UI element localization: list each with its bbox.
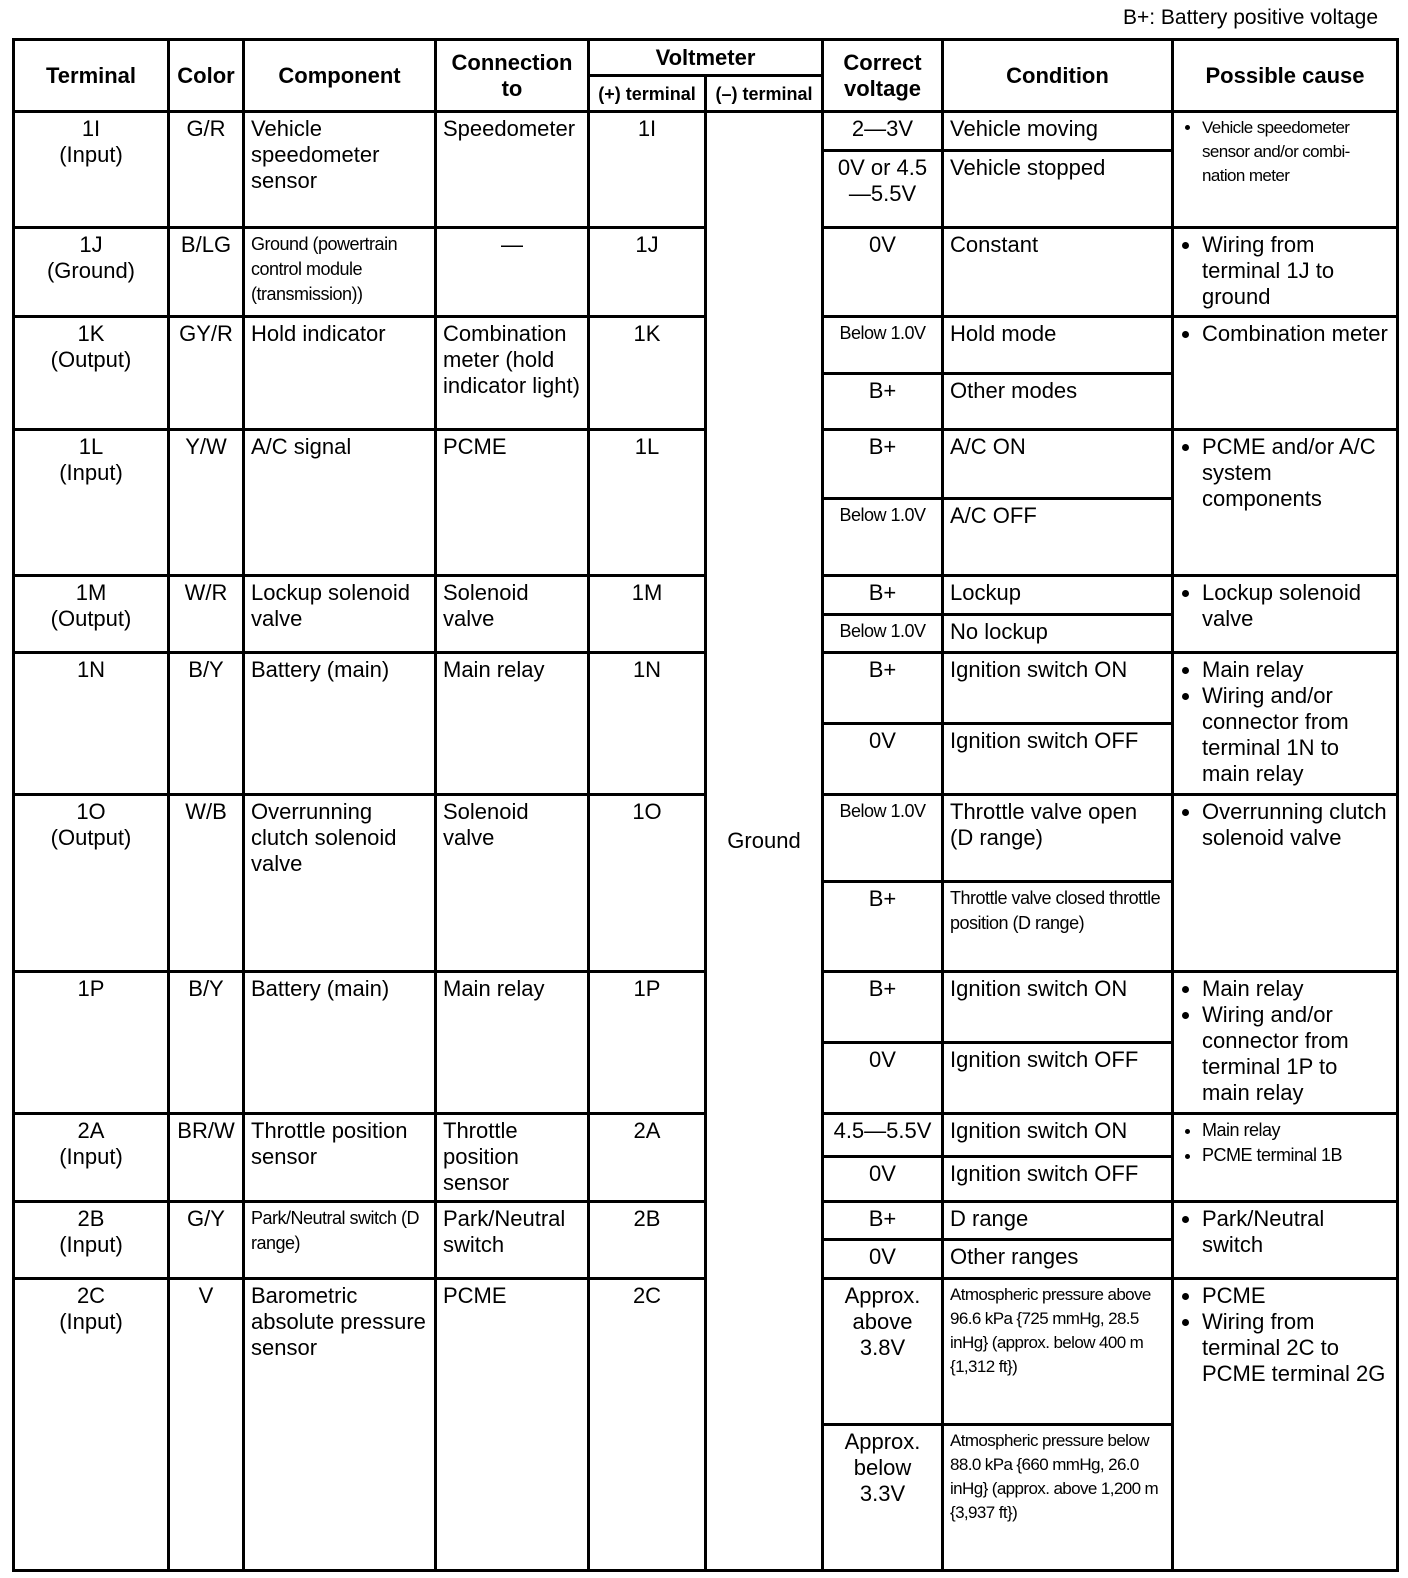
table-cell-cause — [1173, 653, 1398, 795]
table-cell-cause — [1173, 576, 1398, 653]
table-cell-voltage: Below 1.0V — [823, 499, 943, 576]
table-cell-plus: 2C — [589, 1278, 706, 1570]
table-cell-plus: 1O — [589, 795, 706, 971]
table-cell-component: Overrunning clutch solenoid valve — [244, 795, 436, 971]
table-cell-color: B/Y — [169, 971, 244, 1113]
table-cell-color: W/R — [169, 576, 244, 653]
table-cell-condition: Other modes — [943, 373, 1173, 430]
table-cell-terminal: 2C (Input) — [14, 1278, 169, 1570]
table-cell-voltage: B+ — [823, 373, 943, 430]
table-cell-ground: Ground — [706, 112, 823, 1571]
table-cell-condition: Ignition switch ON — [943, 653, 1173, 724]
header-plus-terminal: (+) terminal — [589, 76, 706, 112]
table-cell-color: V — [169, 1278, 244, 1570]
table-cell-condition: Vehicle moving — [943, 112, 1173, 151]
terminal-voltage-table — [12, 38, 1399, 1572]
header-condition: Condition — [943, 40, 1173, 112]
header-cause: Possible cause — [1173, 40, 1398, 112]
list-item: • Wiring from terminal 1J to ground — [1202, 232, 1390, 310]
table-cell-cause — [1173, 971, 1398, 1113]
table-cell-plus: 1K — [589, 316, 706, 430]
table-cell-cause — [1173, 1113, 1398, 1201]
table-cell-connection: Solenoid valve — [436, 795, 589, 971]
table-cell-voltage: 0V or 4.5—5.5V — [823, 150, 943, 227]
header-voltage: Correct voltage — [823, 40, 943, 112]
table-cell-plus: 1L — [589, 430, 706, 576]
table-cell-condition: No lockup — [943, 614, 1173, 653]
table-cell-voltage: Below 1.0V — [823, 614, 943, 653]
table-cell-voltage: 0V — [823, 724, 943, 795]
table-cell-cause — [1173, 795, 1398, 971]
table-cell-cause — [1173, 430, 1398, 576]
table-cell-component: Battery (main) — [244, 653, 436, 795]
table-cell-voltage: B+ — [823, 430, 943, 499]
list-item: • Wiring from terminal 2C to PCME terminal 2G — [1202, 1309, 1390, 1387]
table-cell-connection: — — [436, 227, 589, 316]
list-item: • PCME — [1202, 1283, 1390, 1309]
table-cell-terminal: 1J (Ground) — [14, 227, 169, 316]
table-cell-terminal: 1O (Output) — [14, 795, 169, 971]
table-cell-voltage: Approx. above 3.8V — [823, 1278, 943, 1424]
table-cell-cause — [1173, 227, 1398, 316]
table-cell-component: Vehicle speedometer sensor — [244, 112, 436, 228]
table-cell-voltage: 0V — [823, 1042, 943, 1113]
table-cell-condition: Ignition switch ON — [943, 1113, 1173, 1156]
table-cell-component: Battery (main) — [244, 971, 436, 1113]
table-cell-condition: A/C ON — [943, 430, 1173, 499]
table-cell-component: Throttle position sensor — [244, 1113, 436, 1201]
header-voltmeter: Voltmeter — [589, 40, 823, 76]
table-cell-terminal: 2A (Input) — [14, 1113, 169, 1201]
list-item: • Wiring and/or connector from terminal 1P to main relay — [1202, 1002, 1390, 1106]
header-minus-terminal: (–) terminal — [706, 76, 823, 112]
list-item: • Lockup solenoid valve — [1202, 580, 1390, 632]
table-cell-condition: Throttle valve open (D range) — [943, 795, 1173, 882]
table-cell-condition: Ignition switch OFF — [943, 724, 1173, 795]
header-component: Component — [244, 40, 436, 112]
table-cell-connection: Park/Neutral switch — [436, 1201, 589, 1278]
table-cell-plus: 1P — [589, 971, 706, 1113]
table-cell-condition: Constant — [943, 227, 1173, 316]
table-cell-condition: Vehicle stopped — [943, 150, 1173, 227]
table-cell-terminal: 1I (Input) — [14, 112, 169, 228]
table-cell-plus: 2A — [589, 1113, 706, 1201]
table-cell-condition: Ignition switch ON — [943, 971, 1173, 1042]
table-cell-voltage: B+ — [823, 653, 943, 724]
list-item: • PCME and/or A/C system components — [1202, 434, 1390, 512]
table-cell-condition: Hold mode — [943, 316, 1173, 373]
table-cell-connection: Speedometer — [436, 112, 589, 228]
table-cell-condition: Other ranges — [943, 1240, 1173, 1279]
table-cell-condition: A/C OFF — [943, 499, 1173, 576]
table-cell-cause — [1173, 1278, 1398, 1570]
table-cell-connection: PCME — [436, 430, 589, 576]
list-item: • Combination meter — [1202, 321, 1390, 347]
table-cell-terminal: 1P — [14, 971, 169, 1113]
table-cell-condition: D range — [943, 1201, 1173, 1240]
table-cell-color: B/Y — [169, 653, 244, 795]
table-cell-plus: 1M — [589, 576, 706, 653]
list-item: • Main relay — [1202, 976, 1390, 1002]
table-cell-connection: PCME — [436, 1278, 589, 1570]
table-cell-plus: 2B — [589, 1201, 706, 1278]
table-cell-plus: 1N — [589, 653, 706, 795]
table-cell-component: Park/Neutral switch (D range) — [244, 1201, 436, 1278]
table-cell-color: W/B — [169, 795, 244, 971]
list-item: • Vehicle speedometer sensor and/or combi-nation meter — [1202, 116, 1390, 188]
list-item: • Wiring and/or connector from terminal 1N to main relay — [1202, 683, 1390, 787]
header-color: Color — [169, 40, 244, 112]
table-cell-plus: 1J — [589, 227, 706, 316]
table-cell-voltage: 0V — [823, 1156, 943, 1201]
table-cell-connection: Combination meter (hold indicator light) — [436, 316, 589, 430]
table-cell-component: Lockup solenoid valve — [244, 576, 436, 653]
table-cell-voltage: Below 1.0V — [823, 795, 943, 882]
table-cell-voltage: 2—3V — [823, 112, 943, 151]
table-cell-voltage: 0V — [823, 1240, 943, 1279]
list-item: • PCME terminal 1B — [1202, 1143, 1390, 1168]
table-cell-component: Ground (powertrain control module (transmission)) — [244, 227, 436, 316]
table-cell-color: Y/W — [169, 430, 244, 576]
table-cell-voltage: B+ — [823, 576, 943, 615]
table-cell-cause — [1173, 112, 1398, 228]
table-cell-color: BR/W — [169, 1113, 244, 1201]
table-cell-color: GY/R — [169, 316, 244, 430]
table-cell-connection: Solenoid valve — [436, 576, 589, 653]
header-terminal: Terminal — [14, 40, 169, 112]
table-cell-condition: Atmospheric pressure above 96.6 kPa {725 mmHg, 28.5 inHg} (approx. below 400 m {1,312 ft}) — [943, 1278, 1173, 1424]
list-item: • Park/Neutral switch — [1202, 1206, 1390, 1258]
table-cell-condition: Ignition switch OFF — [943, 1156, 1173, 1201]
table-cell-component: Barometric absolute pressure sensor — [244, 1278, 436, 1570]
table-cell-component: A/C signal — [244, 430, 436, 576]
table-cell-terminal: 1M (Output) — [14, 576, 169, 653]
table-cell-condition: Ignition switch OFF — [943, 1042, 1173, 1113]
table-cell-terminal: 1N — [14, 653, 169, 795]
list-item: • Overrunning clutch solenoid valve — [1202, 799, 1390, 851]
table-cell-terminal: 1K (Output) — [14, 316, 169, 430]
table-cell-voltage: 4.5—5.5V — [823, 1113, 943, 1156]
table-cell-voltage: B+ — [823, 971, 943, 1042]
table-cell-terminal: 2B (Input) — [14, 1201, 169, 1278]
table-cell-plus: 1I — [589, 112, 706, 228]
table-cell-condition: Throttle valve closed throttle position (D range) — [943, 882, 1173, 971]
list-item: • Main relay — [1202, 1118, 1390, 1143]
table-cell-voltage: Approx. below 3.3V — [823, 1424, 943, 1570]
table-cell-cause — [1173, 316, 1398, 430]
table-cell-voltage: Below 1.0V — [823, 316, 943, 373]
table-cell-cause — [1173, 1201, 1398, 1278]
table-cell-connection: Main relay — [436, 971, 589, 1113]
table-cell-color: G/Y — [169, 1201, 244, 1278]
table-cell-color: G/R — [169, 112, 244, 228]
table-cell-component: Hold indicator — [244, 316, 436, 430]
table-cell-condition: Lockup — [943, 576, 1173, 615]
table-cell-terminal: 1L (Input) — [14, 430, 169, 576]
table-cell-voltage: B+ — [823, 1201, 943, 1240]
table-cell-connection: Main relay — [436, 653, 589, 795]
legend-note: B+: Battery positive voltage — [1122, 6, 1378, 29]
table-cell-color: B/LG — [169, 227, 244, 316]
table-cell-connection: Throttle position sensor — [436, 1113, 589, 1201]
table-cell-condition: Atmospheric pressure below 88.0 kPa {660 mmHg, 26.0 inHg} (approx. above 1,200 m {3,937 ft}) — [943, 1424, 1173, 1570]
header-connection: Connection to — [436, 40, 589, 112]
table-cell-voltage: B+ — [823, 882, 943, 971]
table-cell-voltage: 0V — [823, 227, 943, 316]
list-item: • Main relay — [1202, 657, 1390, 683]
